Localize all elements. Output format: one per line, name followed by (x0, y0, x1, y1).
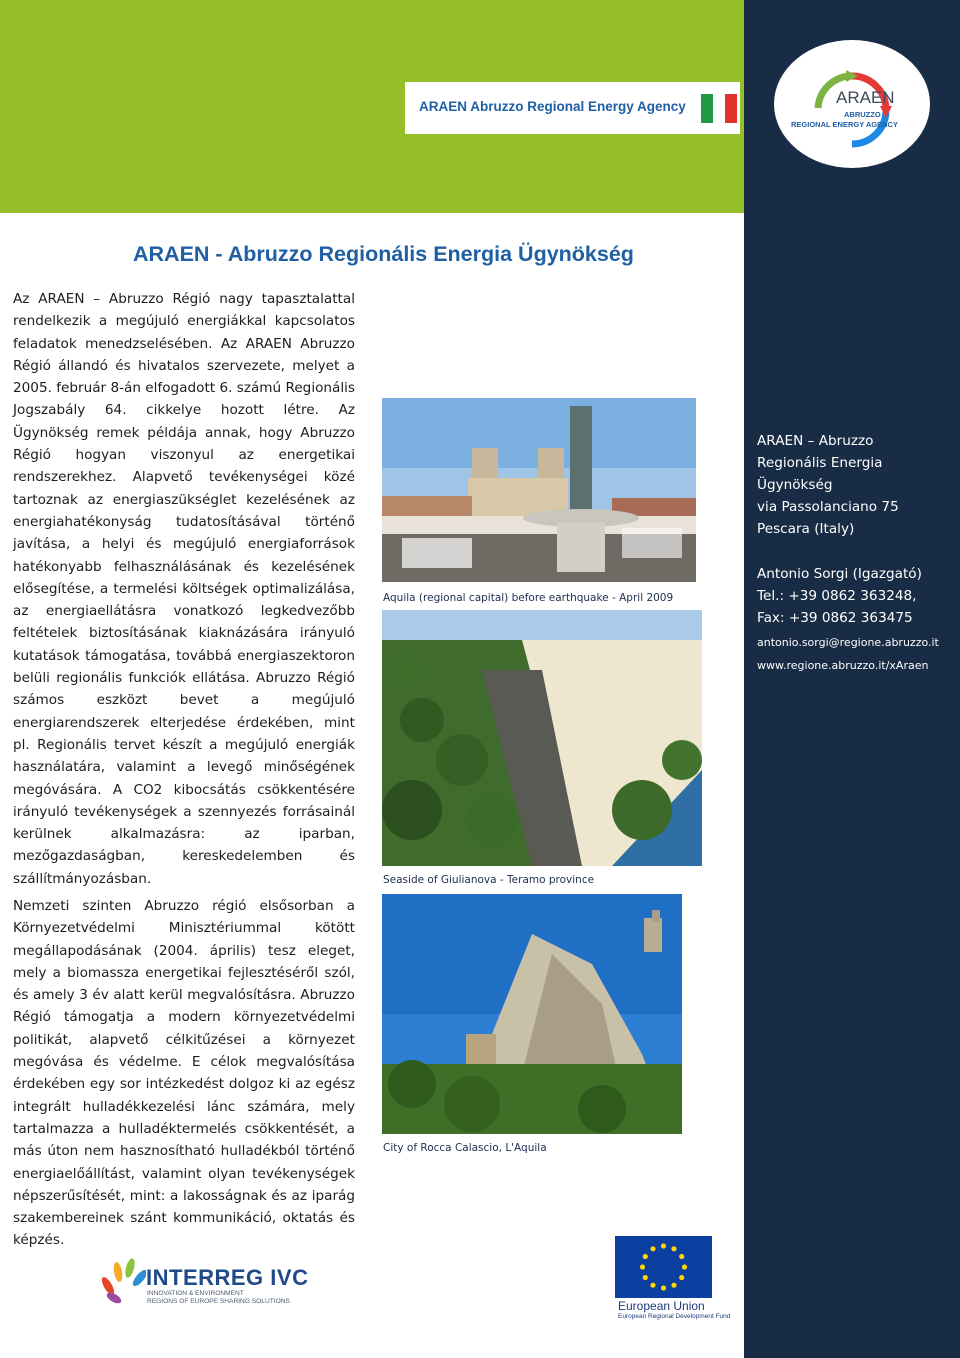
eu-flag-icon (615, 1236, 712, 1298)
interreg-title: INTERREG IVC (146, 1265, 309, 1290)
logo-tagline: REGIONAL ENERGY AGENCY (791, 120, 898, 129)
araen-logo (774, 40, 930, 168)
contact-fax: Fax: +39 0862 363475 (757, 610, 913, 626)
photo-aquila (382, 398, 696, 582)
eu-fund-label: European Regional Development Fund (618, 1313, 731, 1320)
caption-aquila: Aquila (regional capital) before earthquake - April 2009 (383, 592, 674, 604)
contact-org-line-3: Ügynökség (757, 477, 833, 493)
contact-website[interactable]: www.regione.abruzzo.it/xAraen (757, 659, 929, 672)
recycle-arrows-icon (788, 68, 916, 148)
body-paragraph-2: Nemzeti szinten Abruzzo régió elsősorban a Környezetvédelmi Minisztériummal kötött megállapodásának (2004. április) tesz eleget, mely a biomassza energetikai fejlesztéséről szól, és amely 3 év alatt kerül megvalósításra. Abruzzo Régió támogatja a modern környezetvédelmi politikát, alapvető célkitűzései a környezet megóvása és védelme. E célok megvalósítása érdekében egy sor intézkedést dolgoz ki az egész integrált hulladékkezelési lánc számára, mely tartalmazza a hulladéktermelés csökkentését, a más úton nem hasznosítható hulladékból történő energiaelőállítást, valamint olyan tevékenységek népszerűsítését, mint: a lakosságnak és az iparág szakembereinek szánt kommunikáció, oktatás és képzés. (13, 898, 355, 1249)
agency-name: ARAEN Abruzzo Regional Energy Agency (419, 99, 686, 114)
contact-person: Antonio Sorgi (Igazgató) (757, 566, 922, 582)
interreg-petals-icon (100, 1258, 146, 1306)
agency-banner (405, 82, 740, 134)
logo-subtitle: ABRUZZO (844, 110, 881, 119)
italy-flag-icon (701, 94, 737, 123)
contact-tel: Tel.: +39 0862 363248, (757, 588, 917, 604)
contact-email[interactable]: antonio.sorgi@regione.abruzzo.it (757, 636, 939, 649)
interreg-line-1: INNOVATION & ENVIRONMENT (147, 1290, 244, 1297)
eu-label: European Union (618, 1299, 705, 1313)
body-paragraph-1: Az ARAEN – Abruzzo Régió nagy tapasztalattal rendelkezik a megújuló energiákkal kapcsolatos feladatok menedzselésében. Az ARAEN Abruzzo Régió állandó és hivatalos szervezete, melyet a 2005. február 8-án elfogadott 6. számú Regionális Jogszabály 64. cikkelye hozott létre. Az Ügynökség remek példája annak, hogy Abruzzo Régió hogyan viszonyul az energetikai rendszerekhez. Alapvető tevékenységei közé tartoznak az energiaszükséglet kezelésének az energiahatékonyság tudatosításával történő javítása, a helyi és megújuló energiaforrások hatékonyabb felhasználásának és kezelésének elősegítése, a termelési költségek optimalizálása, az energiaellátásra vonatkozó legkedvezőbb feltételek biztosításának kiaknázására irányuló kutatások támogatása, továbbá energiaszektoron belüli regionális funkciók ellátása. Abruzzo Régió számos eszközt bevet a megújuló energiarendszerek elterjedése érdekében, mint pl. Regionális tervet készít a megújuló energiák használatára, valamint a levegő minőségének megóvására. A CO2 kibocsátás csökkentésére irányuló tevékenységek a szennyezés forrásainál kerülnek alkalmazásra: az iparban, mezőgazdaságban, kereskedelemben és szállítmányozásban. (13, 291, 355, 887)
contact-address-1: via Passolanciano 75 (757, 499, 899, 515)
photo-giulianova (382, 610, 702, 866)
page-title: ARAEN - Abruzzo Regionális Energia Ügynökség (133, 242, 634, 266)
logo-title: ARAEN (836, 88, 895, 107)
interreg-line-2: REGIONS OF EUROPE SHARING SOLUTIONS (147, 1298, 290, 1305)
photo-rocca-calascio (382, 894, 682, 1134)
contact-org-line-2: Regionális Energia (757, 455, 883, 471)
caption-rocca-calascio: City of Rocca Calascio, L'Aquila (383, 1142, 547, 1154)
caption-giulianova: Seaside of Giulianova - Teramo province (383, 874, 595, 886)
contact-address-2: Pescara (Italy) (757, 521, 855, 537)
contact-sidebar (744, 0, 960, 1358)
contact-org-line-1: ARAEN – Abruzzo (757, 433, 874, 449)
